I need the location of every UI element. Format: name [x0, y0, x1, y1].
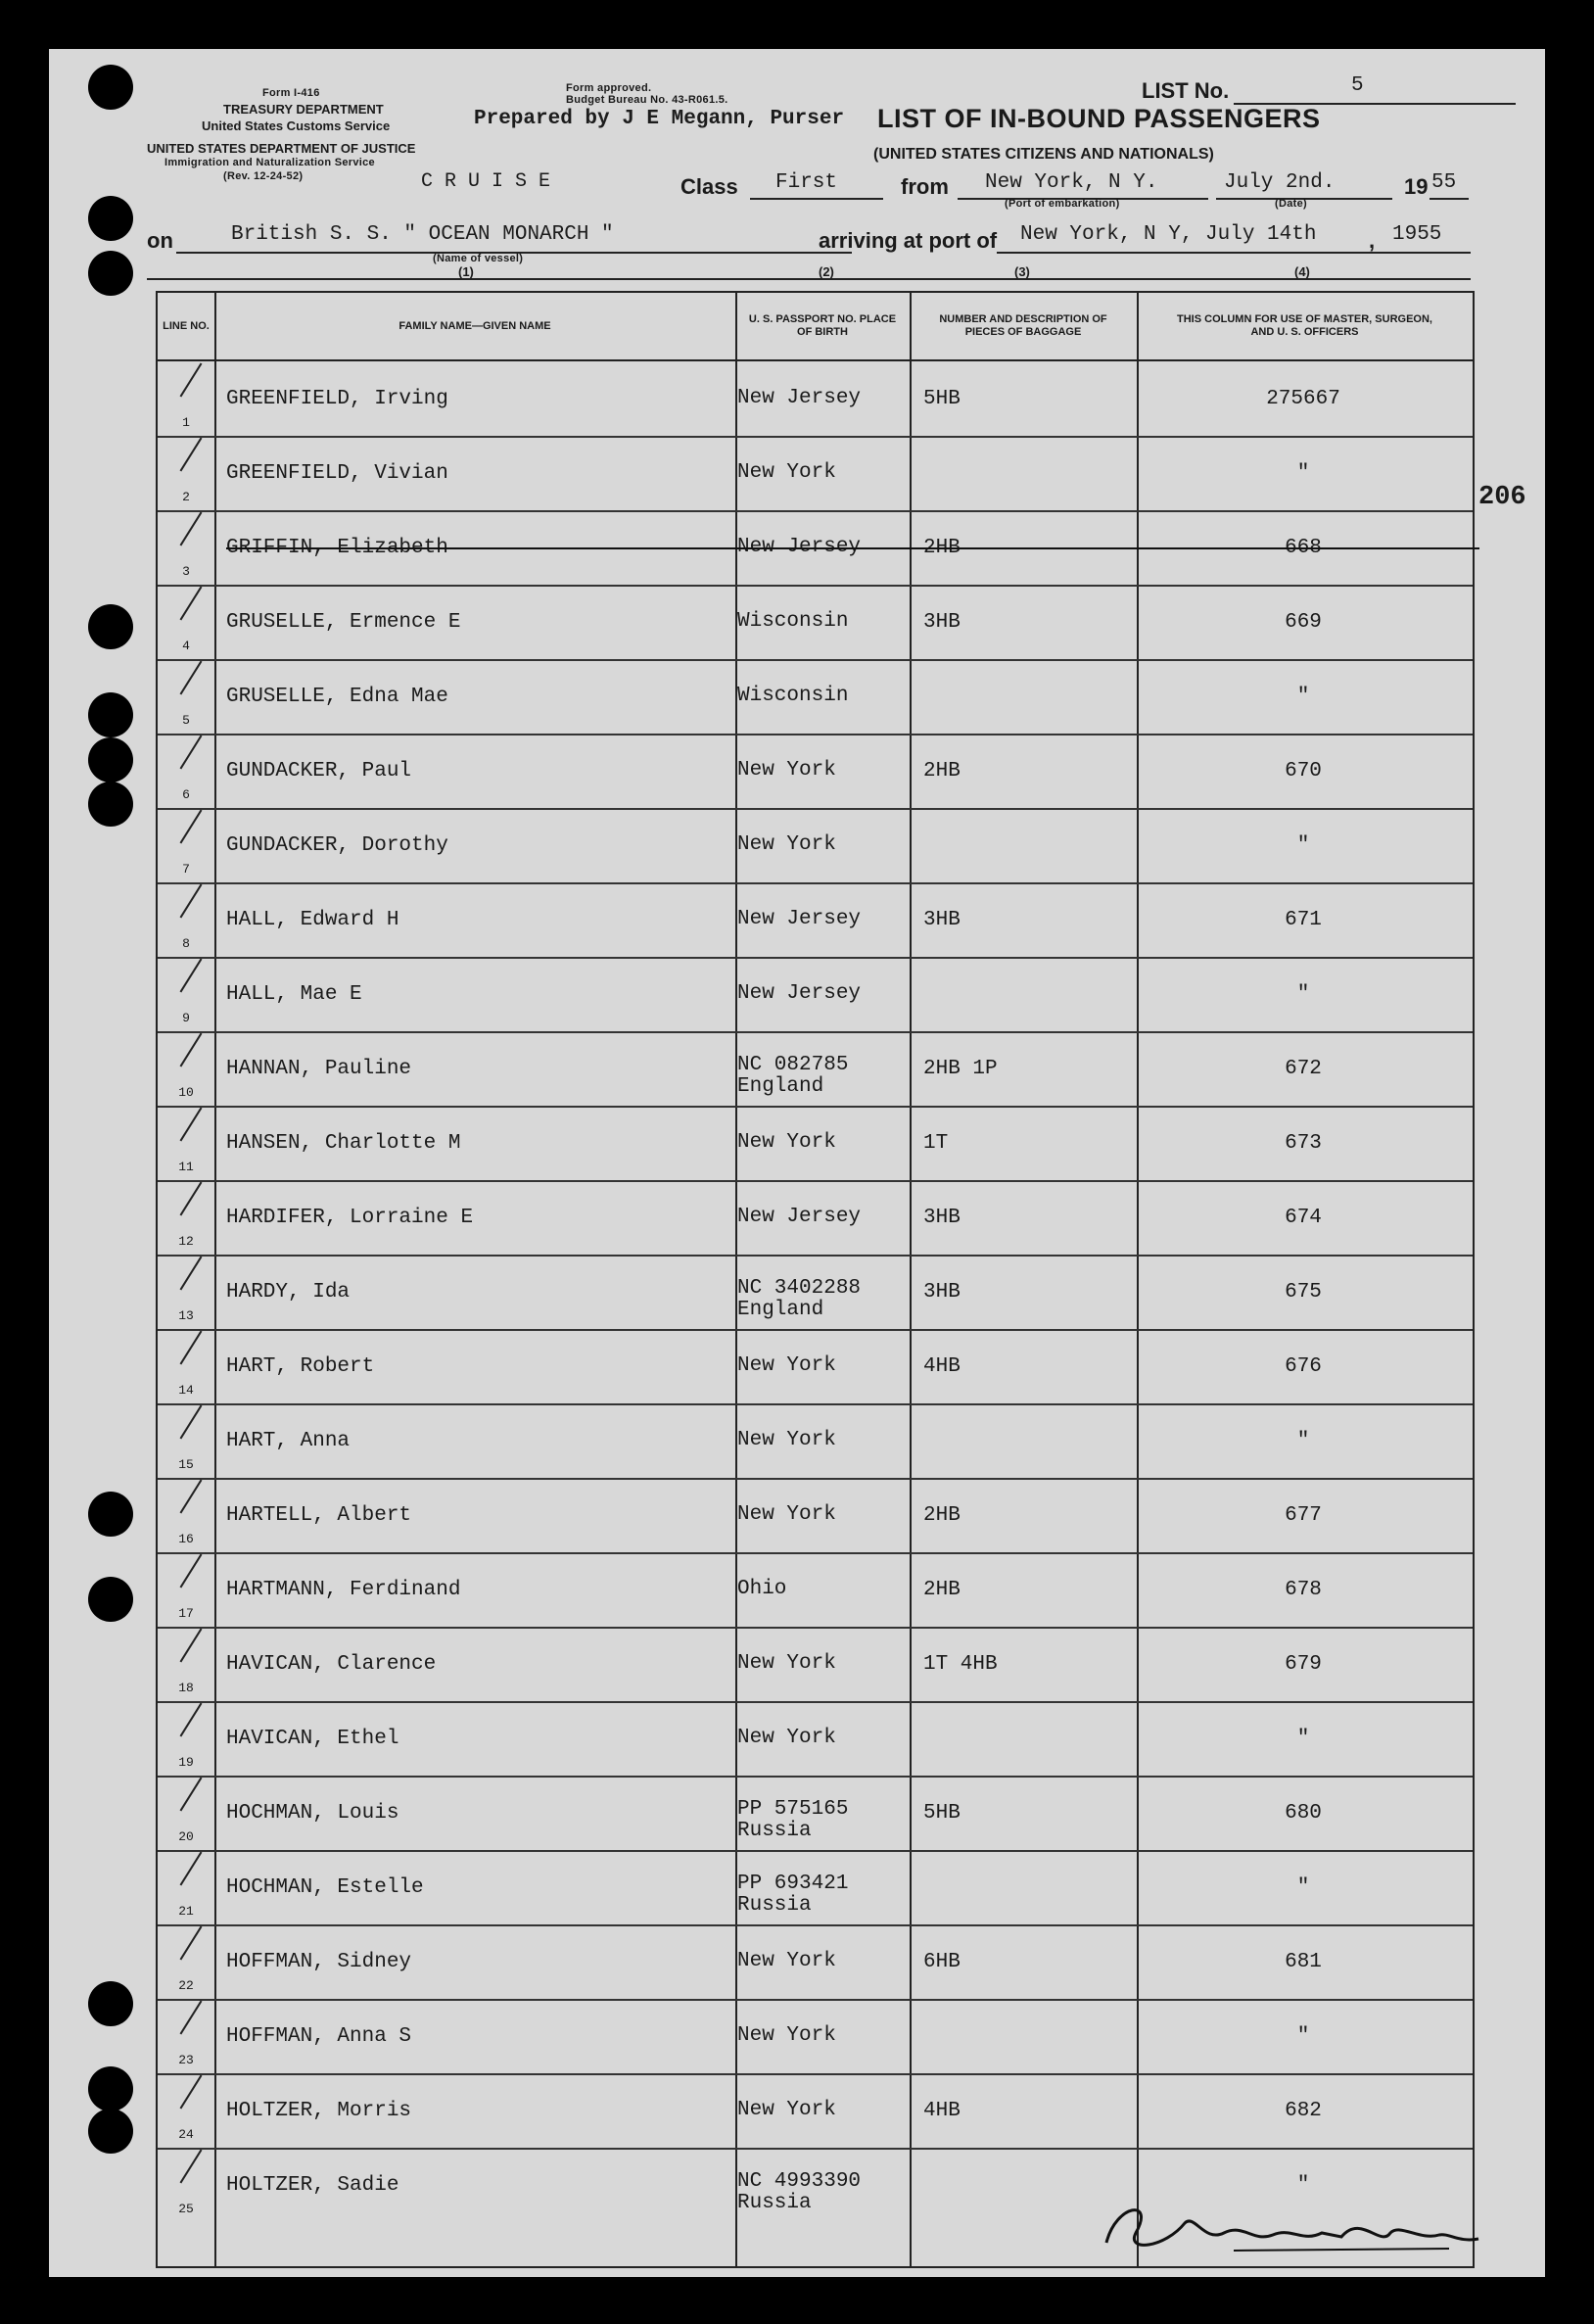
- baggage: 2HB: [923, 759, 961, 783]
- passenger-name: HARDY, Ida: [226, 1280, 351, 1304]
- header-name: FAMILY NAME—GIVEN NAME: [398, 319, 551, 332]
- from-label: from: [901, 174, 949, 199]
- line-number: 10: [178, 1085, 194, 1100]
- passport-number: NC 3402288: [737, 1277, 862, 1300]
- line-number: 7: [182, 862, 190, 877]
- passenger-name: HAVICAN, Clarence: [226, 1652, 437, 1676]
- passenger-name: HANNAN, Pauline: [226, 1057, 412, 1080]
- signature-drawing: [1097, 2194, 1488, 2262]
- passenger-name: HAVICAN, Ethel: [226, 1727, 399, 1750]
- binder-hole: [88, 692, 133, 737]
- place-of-birth: New Jersey: [737, 387, 862, 409]
- line-number: 17: [178, 1606, 194, 1621]
- place-of-birth: New York: [737, 1503, 836, 1526]
- signature: [1097, 2194, 1488, 2267]
- table-header: [158, 293, 1473, 361]
- table-row: [158, 1478, 1473, 1554]
- passenger-name: HART, Robert: [226, 1354, 375, 1378]
- official-number: 677: [1285, 1503, 1322, 1527]
- baggage: [923, 1850, 1139, 1924]
- official-number: 682: [1285, 2099, 1322, 2122]
- revision-label: (Rev. 12-24-52): [223, 170, 304, 182]
- binder-hole: [88, 65, 133, 110]
- passenger-name: HALL, Edward H: [226, 908, 399, 931]
- place-of-birth: New York: [737, 833, 836, 856]
- table-row: [158, 1850, 1473, 1926]
- binder-hole: [88, 251, 133, 296]
- passenger-name: HOFFMAN, Anna S: [226, 2024, 412, 2048]
- baggage: [923, 436, 1139, 510]
- place-of-birth: England: [737, 1075, 824, 1098]
- col-index-3: (3): [1014, 264, 1030, 279]
- passenger-name: HALL, Mae E: [226, 982, 362, 1006]
- table-row: [158, 510, 1473, 587]
- line-number: 14: [178, 1383, 194, 1398]
- line-number: 18: [178, 1681, 194, 1695]
- binder-hole: [88, 782, 133, 827]
- customs-label: United States Customs Service: [202, 119, 391, 133]
- passenger-name: HOFFMAN, Sidney: [226, 1950, 412, 1973]
- form-approved: Form approved.: [566, 82, 652, 94]
- line-number: 11: [178, 1160, 194, 1174]
- official-number: 676: [1285, 1354, 1322, 1378]
- passenger-name: GUNDACKER, Paul: [226, 759, 412, 783]
- place-of-birth: New York: [737, 1131, 836, 1154]
- line-number: 8: [182, 936, 190, 951]
- line-number: 5: [182, 713, 190, 728]
- official-number: 671: [1285, 908, 1322, 931]
- baggage: 5HB: [923, 1801, 961, 1825]
- col-index-1: (1): [458, 264, 474, 279]
- official-number: ": [1296, 685, 1310, 708]
- place-of-birth: New York: [737, 1652, 836, 1675]
- list-no-label: LIST No.: [1142, 78, 1230, 103]
- embarkation-date: July 2nd.: [1224, 171, 1336, 194]
- place-of-birth: New York: [737, 2024, 836, 2047]
- baggage: 5HB: [923, 387, 961, 410]
- table-row: [158, 1999, 1473, 2075]
- place-of-birth: England: [737, 1299, 824, 1321]
- passenger-name: HOLTZER, Morris: [226, 2099, 412, 2122]
- place-of-birth: New York: [737, 461, 836, 484]
- place-of-birth: Russia: [737, 2192, 812, 2214]
- passport-birth: [737, 2148, 909, 2222]
- official-number: 672: [1285, 1057, 1322, 1080]
- year-value: 55: [1431, 171, 1457, 194]
- table-row: [158, 957, 1473, 1033]
- table-row: [158, 808, 1473, 884]
- official-number: 678: [1285, 1578, 1322, 1601]
- port-caption: (Port of embarkation): [1005, 198, 1120, 210]
- header-passport: U. S. PASSPORT NO. PLACE OF BIRTH: [748, 313, 897, 338]
- binder-hole: [88, 604, 133, 649]
- official-number: ": [1296, 1727, 1310, 1750]
- line-number: 13: [178, 1308, 194, 1323]
- official-number: 670: [1285, 759, 1322, 783]
- passport-birth: [737, 1255, 909, 1329]
- margin-number: 206: [1478, 483, 1526, 512]
- passport-number: NC 4993390: [737, 2170, 862, 2193]
- place-of-birth: Wisconsin: [737, 685, 849, 707]
- official-number: 275667: [1266, 387, 1340, 410]
- baggage: 2HB: [923, 536, 961, 559]
- place-of-birth: New Jersey: [737, 536, 862, 558]
- passenger-name: HARDIFER, Lorraine E: [226, 1206, 474, 1229]
- passport-number: NC 082785: [737, 1054, 849, 1076]
- official-number: ": [1296, 1875, 1310, 1899]
- official-number: ": [1296, 461, 1310, 485]
- place-of-birth: New York: [737, 1429, 836, 1451]
- line-number: 25: [178, 2202, 194, 2216]
- arriving-label: arriving at port of: [819, 228, 998, 253]
- class-label: Class: [680, 174, 738, 199]
- table-row: [158, 436, 1473, 512]
- passenger-name: GREENFIELD, Vivian: [226, 461, 448, 485]
- passport-birth: [737, 1031, 909, 1106]
- place-of-birth: Wisconsin: [737, 610, 849, 633]
- table-row: [158, 1552, 1473, 1629]
- official-number: 675: [1285, 1280, 1322, 1304]
- baggage: 3HB: [923, 1280, 961, 1304]
- passenger-name: HARTMANN, Ferdinand: [226, 1578, 461, 1601]
- class-value: First: [775, 171, 838, 194]
- manifest-page: [49, 49, 1545, 2277]
- binder-hole: [88, 196, 133, 241]
- header-officers: THIS COLUMN FOR USE OF MASTER, SURGEON, AND U. S. OFFICERS: [1177, 313, 1432, 338]
- col-index-2: (2): [819, 264, 834, 279]
- passenger-name: HARTELL, Albert: [226, 1503, 412, 1527]
- line-number: 15: [178, 1457, 194, 1472]
- passenger-name: HOLTZER, Sadie: [226, 2173, 399, 2197]
- place-of-birth: New York: [737, 1950, 836, 1972]
- line-number: 22: [178, 1978, 194, 1993]
- arrival-year: 1955: [1392, 223, 1442, 246]
- official-number: 674: [1285, 1206, 1322, 1229]
- passenger-table: [156, 291, 1475, 2268]
- official-number: ": [1296, 982, 1310, 1006]
- baggage: [923, 808, 1139, 882]
- passenger-name: GUNDACKER, Dorothy: [226, 833, 448, 857]
- list-title: LIST OF IN-BOUND PASSENGERS: [877, 104, 1321, 133]
- baggage: 3HB: [923, 1206, 961, 1229]
- list-no-value: 5: [1351, 74, 1364, 97]
- line-number: 3: [182, 564, 190, 579]
- place-of-birth: New York: [737, 759, 836, 782]
- official-number: ": [1296, 1429, 1310, 1452]
- prepared-by: Prepared by J E Megann, Purser: [474, 108, 845, 130]
- place-of-birth: Ohio: [737, 1578, 787, 1600]
- baggage: 6HB: [923, 1950, 961, 1973]
- place-of-birth: New York: [737, 2099, 836, 2121]
- line-number: 24: [178, 2127, 194, 2142]
- baggage: 1T: [923, 1131, 949, 1155]
- baggage: [923, 1701, 1139, 1776]
- passport-number: PP 575165: [737, 1798, 849, 1821]
- official-number: 681: [1285, 1950, 1322, 1973]
- baggage: 4HB: [923, 1354, 961, 1378]
- official-number: 673: [1285, 1131, 1322, 1155]
- binder-hole: [88, 2109, 133, 2154]
- strike-through: [226, 547, 1479, 549]
- passenger-name: GRUSELLE, Edna Mae: [226, 685, 448, 708]
- binder-hole: [88, 2066, 133, 2111]
- list-subtitle: (UNITED STATES CITIZENS AND NATIONALS): [873, 146, 1214, 163]
- vessel-name: British S. S. " OCEAN MONARCH ": [231, 223, 614, 246]
- table-row: [158, 1106, 1473, 1182]
- line-number: 20: [178, 1829, 194, 1844]
- binder-hole: [88, 1981, 133, 2026]
- official-number: 680: [1285, 1801, 1322, 1825]
- place-of-birth: New Jersey: [737, 1206, 862, 1228]
- table-row: [158, 1776, 1473, 1852]
- header-line-no: LINE NO.: [163, 319, 210, 332]
- date-caption: (Date): [1275, 198, 1307, 210]
- passenger-name: GRIFFIN, Elizabeth: [226, 536, 448, 559]
- table-row: [158, 659, 1473, 735]
- table-row: [158, 734, 1473, 810]
- baggage: 2HB: [923, 1578, 961, 1601]
- arrival-port-date: New York, N Y, July 14th: [1020, 223, 1317, 246]
- ins-label: Immigration and Naturalization Service: [164, 157, 375, 168]
- baggage: 2HB 1P: [923, 1057, 998, 1080]
- official-number: ": [1296, 833, 1310, 857]
- cruise-label: C R U I S E: [421, 170, 551, 193]
- table-row: [158, 1403, 1473, 1480]
- official-number: ": [1296, 2024, 1310, 2048]
- table-row: [158, 361, 1473, 438]
- table-row: [158, 882, 1473, 959]
- passenger-name: HOCHMAN, Louis: [226, 1801, 399, 1825]
- header-baggage: NUMBER AND DESCRIPTION OF PIECES OF BAGGAGE: [939, 313, 1107, 338]
- line-number: 9: [182, 1011, 190, 1025]
- col-index-4: (4): [1294, 264, 1310, 279]
- vessel-caption: (Name of vessel): [433, 253, 524, 264]
- table-row: [158, 1180, 1473, 1257]
- justice-label: UNITED STATES DEPARTMENT OF JUSTICE: [147, 141, 416, 156]
- baggage: 3HB: [923, 610, 961, 634]
- line-number: 6: [182, 787, 190, 802]
- baggage: [923, 957, 1139, 1031]
- baggage: [923, 1403, 1139, 1478]
- line-number: 21: [178, 1904, 194, 1919]
- table-row: [158, 1255, 1473, 1331]
- arrival-year-comma: ,: [1369, 228, 1376, 253]
- official-number: 668: [1285, 536, 1322, 559]
- place-of-birth: Russia: [737, 1894, 812, 1917]
- passenger-name: HART, Anna: [226, 1429, 351, 1452]
- year-prefix: 19: [1404, 174, 1429, 199]
- table-row: [158, 1701, 1473, 1778]
- form-number: Form I-416: [262, 87, 320, 99]
- line-number: 16: [178, 1532, 194, 1546]
- passport-birth: [737, 1850, 909, 1924]
- line-number: 19: [178, 1755, 194, 1770]
- binder-hole: [88, 737, 133, 783]
- budget-bureau: Budget Bureau No. 43-R061.5.: [566, 94, 728, 106]
- table-row: [158, 585, 1473, 661]
- binder-hole: [88, 1492, 133, 1537]
- passenger-name: HOCHMAN, Estelle: [226, 1875, 424, 1899]
- on-label: on: [147, 228, 173, 253]
- baggage: [923, 1999, 1139, 2073]
- passport-birth: [737, 1776, 909, 1850]
- table-row: [158, 1329, 1473, 1405]
- binder-hole: [88, 1577, 133, 1622]
- line-number: 12: [178, 1234, 194, 1249]
- passenger-name: GRUSELLE, Ermence E: [226, 610, 461, 634]
- place-of-birth: New Jersey: [737, 982, 862, 1005]
- place-of-birth: Russia: [737, 1820, 812, 1842]
- line-number: 23: [178, 2053, 194, 2067]
- passport-number: PP 693421: [737, 1873, 849, 1895]
- line-number: 1: [182, 415, 190, 430]
- table-row: [158, 1627, 1473, 1703]
- line-number: 4: [182, 639, 190, 653]
- baggage: [923, 659, 1139, 734]
- place-of-birth: New York: [737, 1354, 836, 1377]
- baggage: 3HB: [923, 908, 961, 931]
- passenger-name: HANSEN, Charlotte M: [226, 1131, 461, 1155]
- official-number: 669: [1285, 610, 1322, 634]
- official-number: ": [1296, 2173, 1310, 2197]
- line-number: 2: [182, 490, 190, 504]
- official-number: 679: [1285, 1652, 1322, 1676]
- passenger-name: GREENFIELD, Irving: [226, 387, 448, 410]
- baggage: 2HB: [923, 1503, 961, 1527]
- table-row: [158, 1031, 1473, 1108]
- table-row: [158, 1924, 1473, 2001]
- place-of-birth: New Jersey: [737, 908, 862, 930]
- table-row: [158, 2073, 1473, 2150]
- embarkation-port: New York, N Y.: [985, 171, 1158, 194]
- baggage: 1T 4HB: [923, 1652, 998, 1676]
- treasury-label: TREASURY DEPARTMENT: [223, 102, 384, 117]
- place-of-birth: New York: [737, 1727, 836, 1749]
- baggage: 4HB: [923, 2099, 961, 2122]
